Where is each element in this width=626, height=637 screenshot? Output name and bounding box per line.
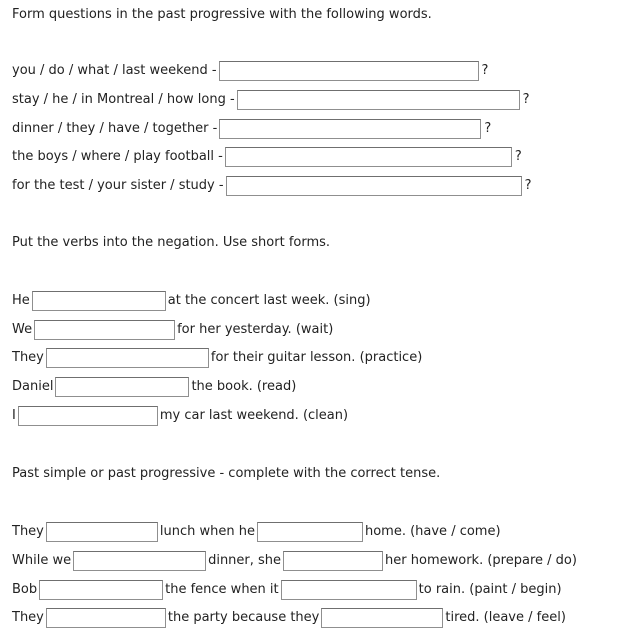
question-input-1[interactable] [219, 61, 479, 81]
negation-input-5[interactable] [18, 406, 158, 426]
tense-row-3 [12, 580, 562, 600]
section1-instruction: Form questions in the past progressive with the following words. [12, 7, 432, 22]
tense-row-2 [12, 551, 577, 571]
question-mark: ? [484, 121, 492, 136]
tense-input-1a[interactable] [46, 522, 158, 542]
negation-input-3[interactable] [46, 348, 209, 368]
negation-subject: Daniel [12, 379, 54, 394]
tense-part2: lunch when he [159, 524, 255, 539]
tense-part1: Bob [12, 582, 38, 597]
tense-row-4 [12, 608, 566, 628]
tense-part3: her homework. (prepare / do) [385, 553, 577, 568]
tense-input-4a[interactable] [46, 608, 166, 628]
tense-part1: They [12, 610, 44, 625]
negation-rest: for their guitar lesson. (practice) [210, 350, 423, 365]
negation-rest: my car last weekend. (clean) [159, 408, 349, 423]
negation-rest: at the concert last week. (sing) [167, 293, 371, 308]
negation-subject: I [12, 408, 16, 423]
negation-rest: for her yesterday. (wait) [177, 322, 334, 337]
negation-rest: the book. (read) [191, 379, 297, 394]
tense-part3: tired. (leave / feel) [445, 610, 566, 625]
question-mark: ? [524, 178, 532, 193]
tense-part1: They [12, 524, 44, 539]
section3-instruction: Past simple or past progressive - complete with the correct tense. [12, 466, 441, 481]
tense-input-3a[interactable] [39, 580, 163, 600]
negation-input-1[interactable] [32, 291, 166, 311]
question-mark: ? [481, 63, 489, 78]
question-prompt: for the test / your sister / study - [12, 178, 224, 193]
question-row-3 [12, 119, 491, 139]
question-row-1 [12, 61, 488, 81]
question-prompt: stay / he / in Montreal / how long - [12, 92, 235, 107]
tense-input-3b[interactable] [281, 580, 417, 600]
negation-subject: We [12, 322, 33, 337]
section2-instruction: Put the verbs into the negation. Use short forms. [12, 235, 331, 250]
question-row-2 [12, 90, 530, 110]
negation-input-2[interactable] [34, 320, 175, 340]
negation-subject: They [12, 350, 44, 365]
negation-row-3 [12, 348, 422, 368]
question-prompt: the boys / where / play football - [12, 149, 223, 164]
tense-input-4b[interactable] [321, 608, 443, 628]
negation-input-4[interactable] [55, 377, 189, 397]
question-input-5[interactable] [226, 176, 522, 196]
question-row-4 [12, 147, 522, 167]
tense-part3: to rain. (paint / begin) [418, 582, 562, 597]
tense-input-1b[interactable] [257, 522, 363, 542]
tense-input-2a[interactable] [73, 551, 206, 571]
question-mark: ? [522, 92, 530, 107]
negation-row-4 [12, 377, 296, 397]
negation-subject: He [12, 293, 30, 308]
question-input-4[interactable] [225, 147, 512, 167]
tense-part1: While we [12, 553, 72, 568]
tense-input-2b[interactable] [283, 551, 383, 571]
question-input-2[interactable] [237, 90, 520, 110]
negation-row-1 [12, 291, 371, 311]
question-prompt: you / do / what / last weekend - [12, 63, 217, 78]
tense-part2: the fence when it [165, 582, 279, 597]
question-input-3[interactable] [219, 119, 481, 139]
question-mark: ? [514, 149, 522, 164]
tense-part2: the party because they [167, 610, 320, 625]
tense-row-1 [12, 522, 501, 542]
question-prompt: dinner / they / have / together - [12, 121, 218, 136]
tense-part3: home. (have / come) [364, 524, 501, 539]
negation-row-5 [12, 406, 348, 426]
tense-part2: dinner, she [208, 553, 282, 568]
question-row-5 [12, 176, 531, 196]
negation-row-2 [12, 320, 333, 340]
